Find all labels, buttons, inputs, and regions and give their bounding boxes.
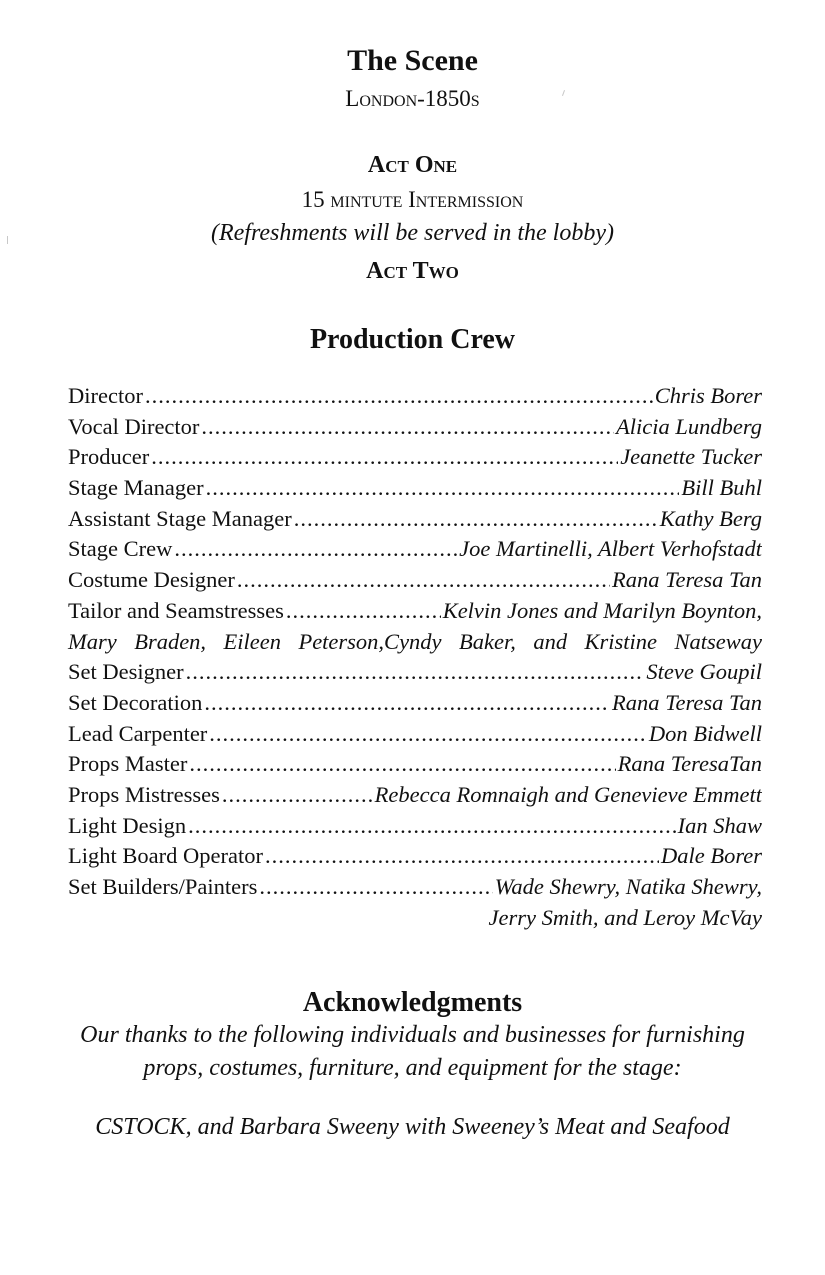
leader-dots — [204, 690, 610, 716]
crew-role: Light Board Operator — [68, 843, 263, 869]
leader-dots — [186, 659, 645, 685]
crew-role: Light Design — [68, 812, 187, 838]
acknowledgments-heading: Acknowledgments — [302, 987, 523, 1018]
leader-dots — [259, 874, 492, 900]
crew-row-director — [68, 383, 762, 414]
crew-name: Dale Borer — [660, 843, 762, 869]
crew-role: Props Master — [68, 751, 188, 777]
crew-row-producer — [68, 444, 762, 475]
crew-name: Kelvin Jones and Marilyn Boynton, — [442, 597, 762, 623]
crew-name: Joe Martinelli, Albert Verhofstadt — [459, 536, 762, 562]
crew-name: Rana Teresa Tan — [611, 567, 762, 593]
crew-role: Stage Crew — [68, 536, 173, 562]
crew-name: Steve Goupil — [646, 659, 762, 685]
crew-name: Rana TeresaTan — [617, 751, 762, 777]
crew-row-vocal-director — [68, 414, 762, 445]
crew-heading: Production Crew — [309, 324, 516, 355]
crew-name: Rebecca Romnaigh and Genevieve Emmett — [374, 781, 762, 807]
crew-role: Costume Designer — [68, 567, 235, 593]
crew-list — [68, 383, 762, 935]
acknowledgments-line-2: props, costumes, furniture, and equipment for the stage: — [143, 1055, 682, 1081]
crew-role: Props Mistresses — [68, 781, 220, 807]
acknowledgments-line-1: Our thanks to the following individuals and businesses for furnishing — [80, 1022, 745, 1048]
leader-dots — [286, 598, 441, 624]
leader-dots — [188, 813, 676, 839]
crew-row-props-master — [68, 751, 762, 782]
crew-name: Jeanette Tucker — [620, 444, 762, 470]
crew-row-stage-manager — [68, 475, 762, 506]
crew-role: Set Builders/Painters — [68, 874, 258, 899]
crew-role: Tailor and Seamstresses — [68, 597, 284, 623]
crew-row-stage-crew — [68, 536, 762, 567]
leader-dots — [222, 782, 373, 808]
crew-continuation-tailor: Mary Braden, Eileen Peterson,Cyndy Baker, and Kristine Natseway — [68, 628, 762, 654]
leader-dots — [145, 383, 653, 409]
leader-dots — [189, 751, 615, 777]
crew-row-costume-designer — [68, 567, 762, 598]
crew-role: Lead Carpenter — [68, 720, 208, 746]
crew-row-lead-carpenter — [68, 721, 762, 752]
crew-row-tailor-seamstresses — [68, 598, 762, 629]
leader-dots — [237, 567, 610, 593]
leader-dots — [151, 444, 618, 470]
leader-dots — [206, 475, 680, 501]
scene-setting: London-1850s — [345, 86, 480, 111]
crew-name: Alicia Lundberg — [615, 413, 762, 439]
crew-role: Director — [68, 383, 143, 408]
acknowledgments-line-3: CSTOCK, and Barbara Sweeny with Sweeney’s Meat and Seafood — [95, 1114, 730, 1140]
scan-mark — [7, 236, 8, 244]
leader-dots — [265, 843, 659, 869]
crew-name: Kathy Berg — [659, 505, 762, 531]
leader-dots — [294, 506, 658, 532]
scene-title: The Scene — [347, 44, 478, 77]
crew-name: Chris Borer — [654, 383, 762, 408]
crew-role: Set Designer — [68, 659, 184, 685]
crew-row-set-designer — [68, 659, 762, 690]
crew-name: Ian Shaw — [677, 812, 762, 838]
crew-name: Rana Teresa Tan — [611, 689, 762, 715]
crew-name: Bill Buhl — [681, 475, 762, 501]
intermission-note: 15 mintute Intermission — [301, 187, 524, 212]
crew-row-props-mistresses — [68, 782, 762, 813]
crew-role: Producer — [68, 444, 150, 470]
leader-dots — [201, 414, 614, 440]
crew-role: Set Decoration — [68, 689, 203, 715]
crew-row-set-decoration — [68, 690, 762, 721]
crew-row-light-design — [68, 813, 762, 844]
crew-continuation-builders: Jerry Smith, and Leroy McVay — [488, 904, 762, 930]
leader-dots — [174, 536, 457, 562]
crew-role: Assistant Stage Manager — [68, 505, 292, 531]
crew-role: Vocal Director — [68, 413, 200, 439]
crew-row-set-builders-painters — [68, 874, 762, 905]
leader-dots — [209, 721, 647, 747]
crew-name: Wade Shewry, Natika Shewry, — [494, 874, 762, 899]
act-one-heading: Act One — [367, 152, 458, 178]
act-two-heading: Act Two — [366, 258, 459, 284]
refreshments-note: (Refreshments will be served in the lobby) — [210, 220, 614, 246]
crew-role: Stage Manager — [68, 475, 204, 501]
crew-name: Don Bidwell — [648, 720, 762, 746]
crew-row-light-board-operator — [68, 843, 762, 874]
crew-row-assistant-stage-manager — [68, 506, 762, 537]
